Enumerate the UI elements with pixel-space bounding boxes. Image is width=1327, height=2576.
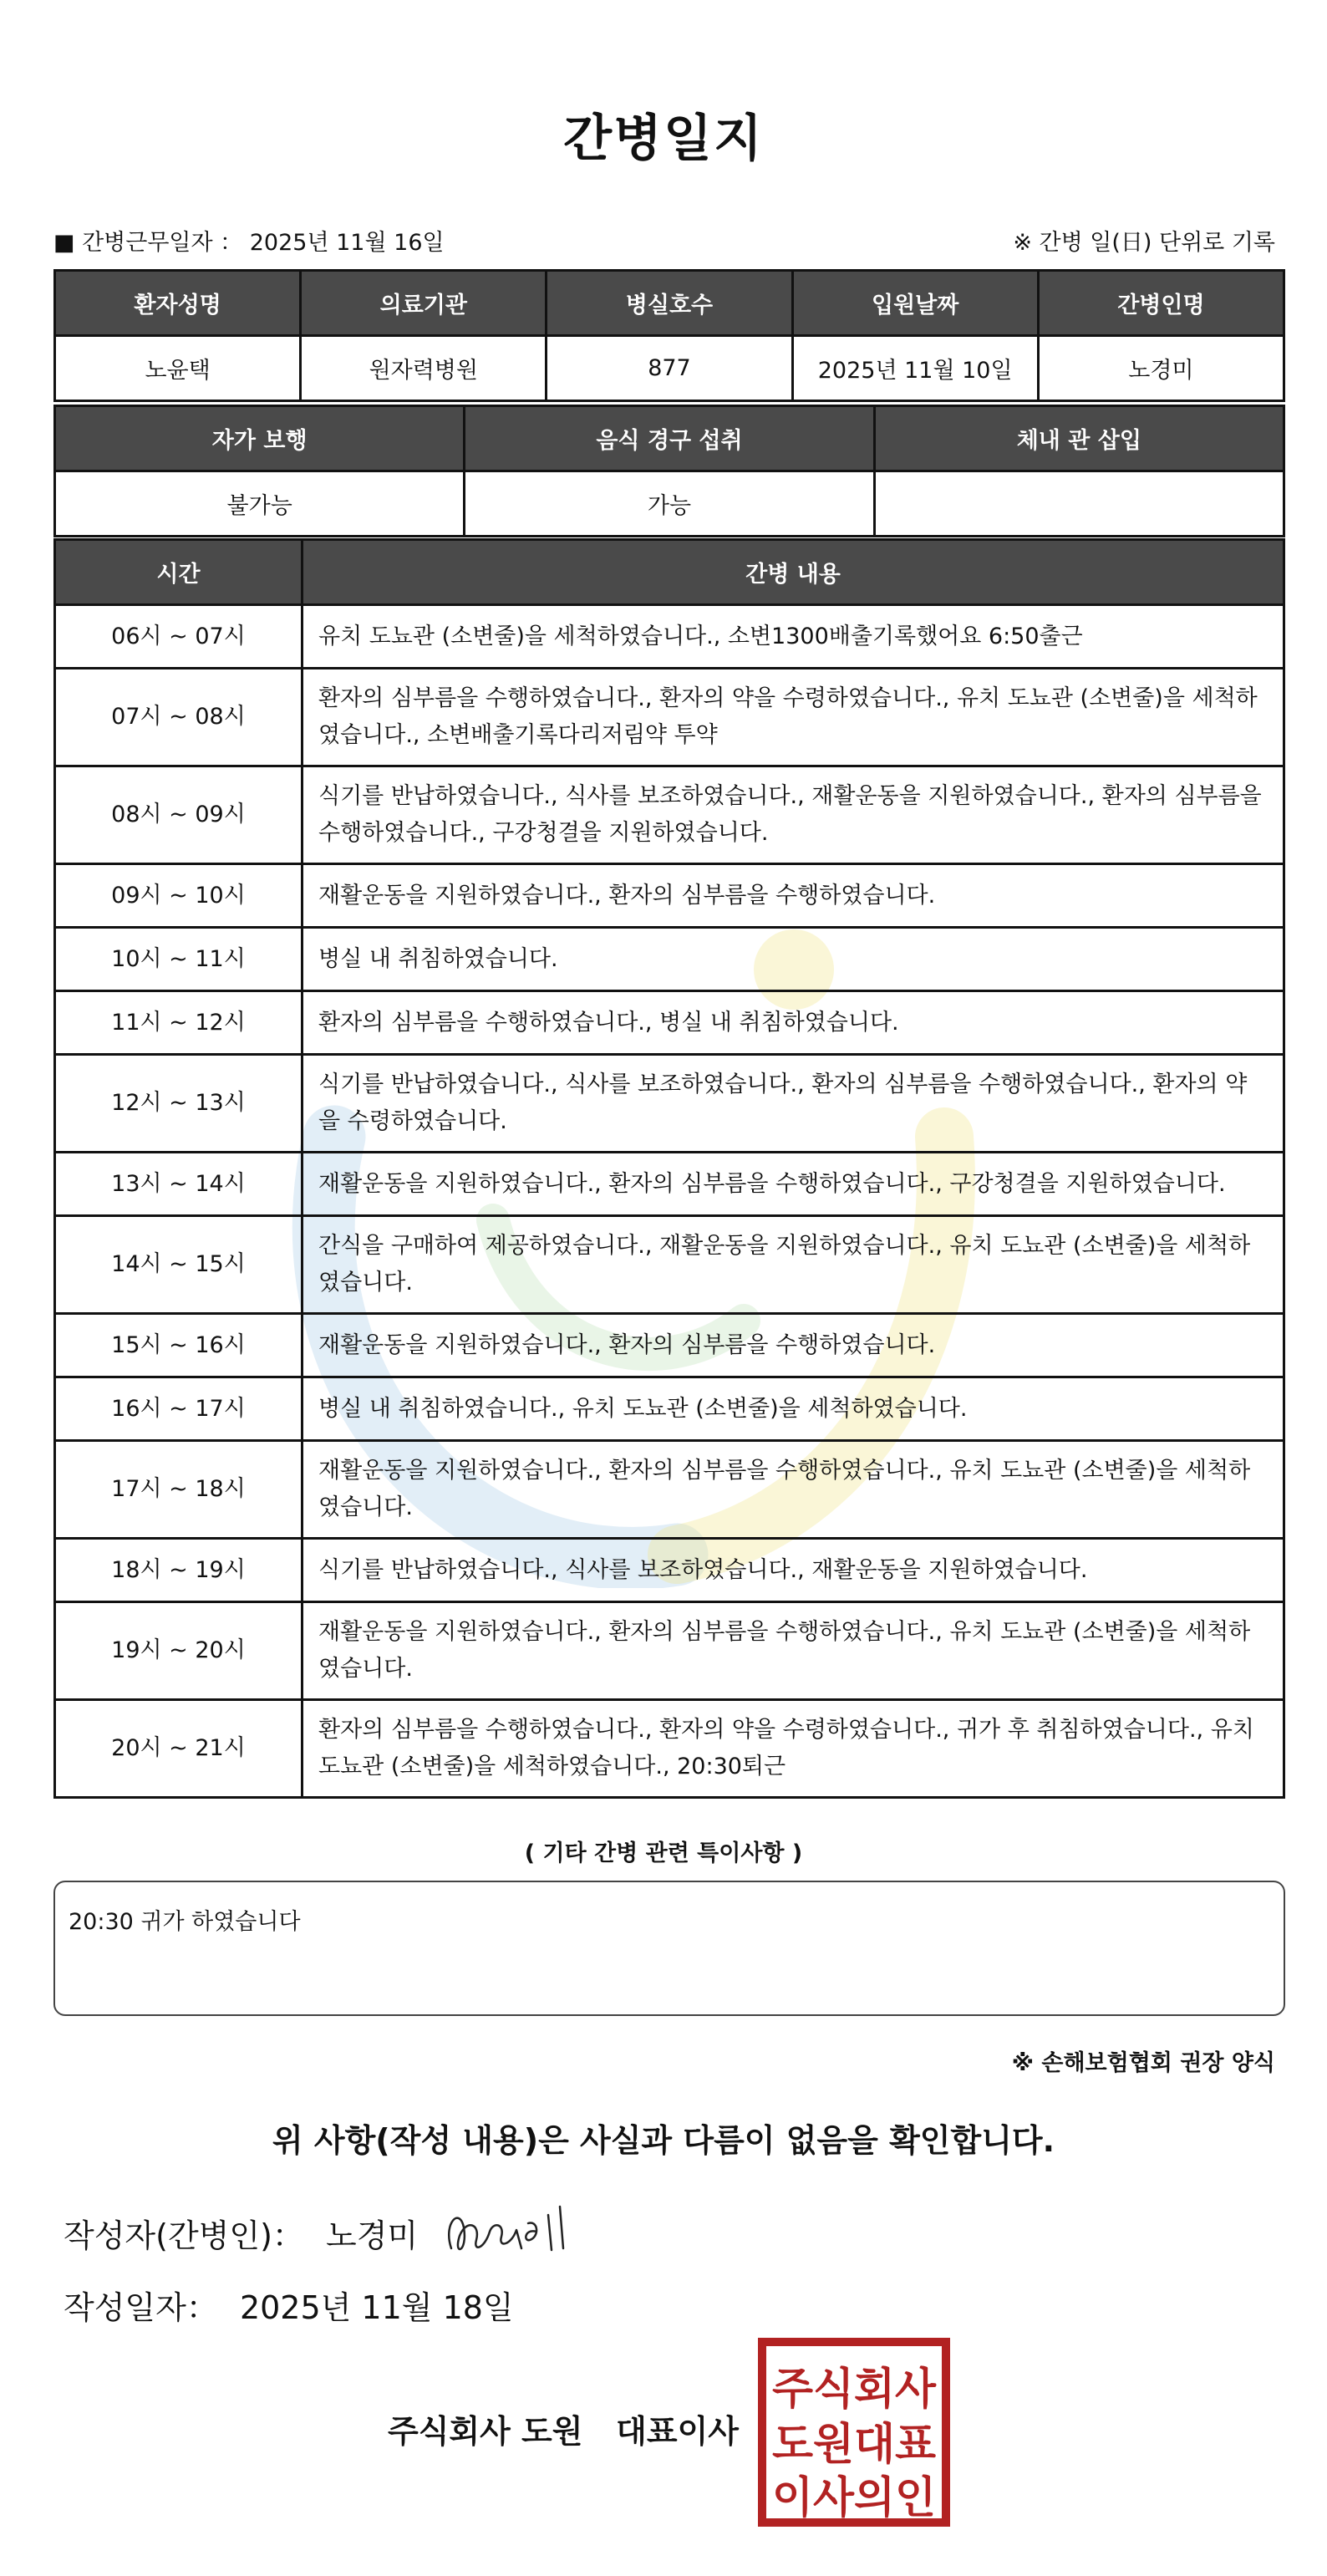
table-row [55,1055,1284,1153]
content-cell: 간식을 구매하여 제공하였습니다., 재활운동을 지원하였습니다., 유치 도뇨관 (소변줄)을 세척하였습니다. [303,1216,1284,1314]
patient-name: 노윤택 [55,336,301,401]
content-cell: 재활운동을 지원하였습니다., 환자의 심부름을 수행하였습니다., 구강청결을 지원하였습니다. [303,1153,1284,1216]
author-line [64,2210,418,2256]
content-cell: 식기를 반납하였습니다., 식사를 보조하였습니다., 재활운동을 지원하였습니다., 환자의 심부름을 수행하였습니다., 구강청결을 지원하였습니다. [303,766,1284,864]
header-walking: 자가 보행 [55,406,465,471]
time-cell: 06시 ~ 07시 [55,605,303,669]
time-cell: 07시 ~ 08시 [55,669,303,766]
company-name: 주식회사 도원 대표이사 [388,2413,739,2450]
confirm-statement: 위 사항(작성 내용)은 사실과 다름이 없음을 확인합니다. [272,2122,1055,2159]
ability-table [53,405,1285,537]
time-cell: 16시 ~ 17시 [55,1377,303,1441]
svg-text:이사의인: 이사의인 [772,2473,936,2523]
notes-box [53,1881,1285,2016]
time-cell: 20시 ~ 21시 [55,1700,303,1798]
institution: 원자력병원 [301,336,547,401]
signature-image [435,2190,602,2273]
time-cell: 17시 ~ 18시 [55,1441,303,1539]
header-time: 시간 [55,540,303,605]
header-room: 병실호수 [547,271,792,336]
date-value: 2025년 11월 18일 [239,2289,514,2326]
content-cell: 식기를 반납하였습니다., 식사를 보조하였습니다., 재활운동을 지원하였습니다. [303,1539,1284,1602]
time-cell: 08시 ~ 09시 [55,766,303,864]
table-row [55,928,1284,991]
caregiver-name: 노경미 [1038,336,1284,401]
author-name: 노경미 [326,2217,419,2254]
time-cell: 12시 ~ 13시 [55,1055,303,1153]
document-title: 간병일지 [563,109,764,168]
date-line [64,2282,514,2328]
header-caregiver: 간병인명 [1038,271,1284,336]
tube-value [874,471,1284,537]
work-date: ■ 간병근무일자 ： 2025년 11월 16일 [53,230,445,256]
header-tube: 체내 관 삽입 [874,406,1284,471]
table-row [55,1602,1284,1700]
content-cell: 식기를 반납하였습니다., 식사를 보조하였습니다., 환자의 심부름을 수행하였습니다., 환자의 약을 수령하였습니다. [303,1055,1284,1153]
header-oral-intake: 음식 경구 섭취 [465,406,874,471]
table-row [55,766,1284,864]
date-label: 작성일자： [64,2289,218,2326]
table-row [55,1153,1284,1216]
content-cell: 재활운동을 지원하였습니다., 환자의 심부름을 수행하였습니다., 유치 도뇨관 (소변줄)을 세척하였습니다. [303,1602,1284,1700]
content-cell: 재활운동을 지원하였습니다., 환자의 심부름을 수행하였습니다. [303,864,1284,928]
table-header-row [55,540,1284,605]
table-row [55,1539,1284,1602]
care-log-table [53,538,1285,1799]
table-row [55,1216,1284,1314]
table-header-row [55,271,1284,336]
time-cell: 14시 ~ 15시 [55,1216,303,1314]
table-row [55,864,1284,928]
table-row [55,1700,1284,1798]
table-row [55,669,1284,766]
table-row [55,605,1284,669]
author-label: 작성자(간병인)： [64,2217,304,2254]
notes-text: 20:30 귀가 하였습니다 [69,1909,301,1935]
svg-text:주식회사: 주식회사 [772,2365,937,2415]
table-row [55,471,1284,537]
header-institution: 의료기관 [301,271,547,336]
header-admission-date: 입원날짜 [792,271,1038,336]
oral-intake-value: 가능 [465,471,874,537]
room-number: 877 [547,336,792,401]
admission-date: 2025년 11월 10일 [792,336,1038,401]
time-cell: 19시 ~ 20시 [55,1602,303,1700]
svg-text:도원대표: 도원대표 [772,2420,936,2470]
table-row [55,336,1284,401]
content-cell: 재활운동을 지원하였습니다., 환자의 심부름을 수행하였습니다. [303,1314,1284,1377]
time-cell: 09시 ~ 10시 [55,864,303,928]
recommend-note: ※ 손해보험협회 권장 양식 [1011,2050,1275,2076]
table-header-row [55,406,1284,471]
time-cell: 10시 ~ 11시 [55,928,303,991]
time-cell: 13시 ~ 14시 [55,1153,303,1216]
unit-note: ※ 간병 일(日) 단위로 기록 [1013,230,1275,256]
header-patient-name: 환자성명 [55,271,301,336]
table-row [55,1441,1284,1539]
patient-info-table [53,269,1285,402]
walking-value: 불가능 [55,471,465,537]
time-cell: 18시 ~ 19시 [55,1539,303,1602]
content-cell: 병실 내 취침하였습니다., 유치 도뇨관 (소변줄)을 세척하였습니다. [303,1377,1284,1441]
content-cell: 환자의 심부름을 수행하였습니다., 환자의 약을 수령하였습니다., 유치 도뇨관 (소변줄)을 세척하였습니다., 소변배출기록다리저림약 투약 [303,669,1284,766]
company-seal-stamp [757,2337,951,2528]
content-cell: 재활운동을 지원하였습니다., 환자의 심부름을 수행하였습니다., 유치 도뇨관 (소변줄)을 세척하였습니다. [303,1441,1284,1539]
time-cell: 15시 ~ 16시 [55,1314,303,1377]
notes-title: ( 기타 간병 관련 특이사항 ) [524,1840,803,1866]
table-row [55,1314,1284,1377]
content-cell: 환자의 심부름을 수행하였습니다., 환자의 약을 수령하였습니다., 귀가 후 취침하였습니다., 유치 도뇨관 (소변줄)을 세척하였습니다., 20:30퇴근 [303,1700,1284,1798]
table-row [55,991,1284,1055]
content-cell: 유치 도뇨관 (소변줄)을 세척하였습니다., 소변1300배출기록했어요 6:50출근 [303,605,1284,669]
header-content: 간병 내용 [303,540,1284,605]
table-row [55,1377,1284,1441]
content-cell: 병실 내 취침하였습니다. [303,928,1284,991]
time-cell: 11시 ~ 12시 [55,991,303,1055]
content-cell: 환자의 심부름을 수행하였습니다., 병실 내 취침하였습니다. [303,991,1284,1055]
